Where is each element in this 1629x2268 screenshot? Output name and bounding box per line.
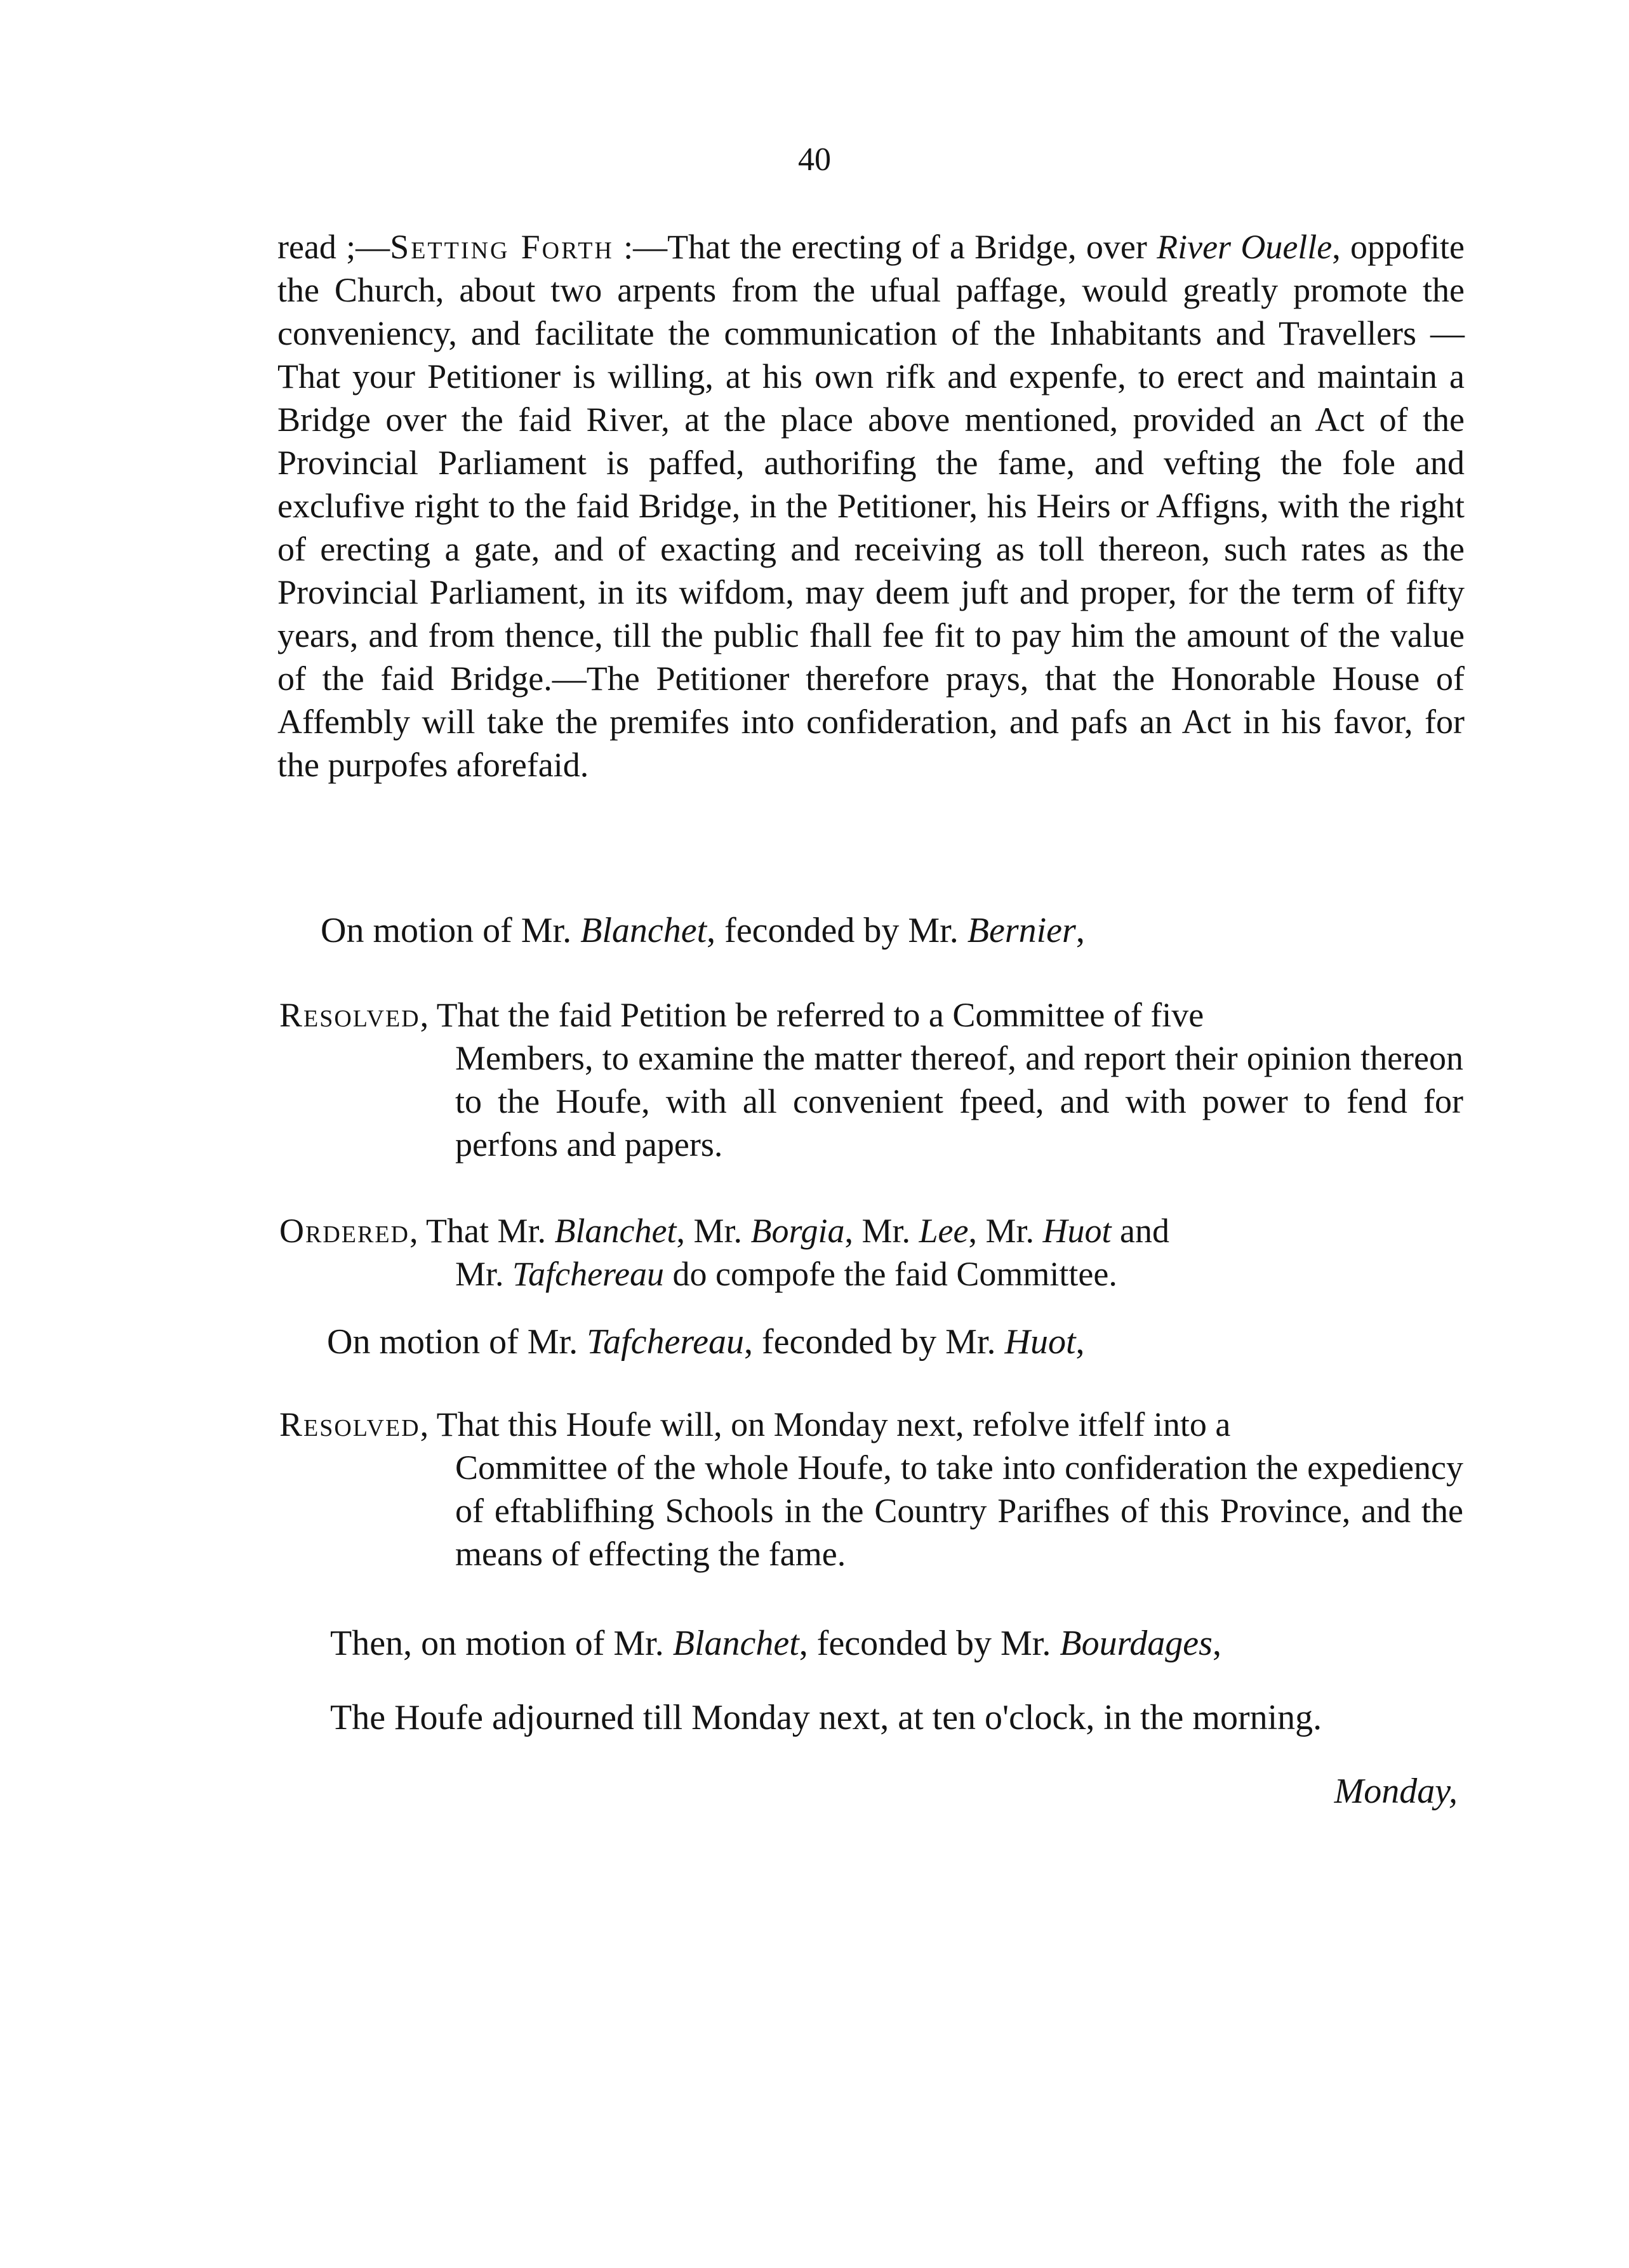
resolved-1-body: Members, to examine the matter thereof, and report their opinion thereon to the Houfe, with all convenient fpeed, and with power to fend for perfons and papers. [455,1039,1463,1164]
river-name: River Ouelle [1157,228,1333,266]
motion-1-middle: , feconded by Mr. [707,911,967,950]
resolved-1 [279,993,1463,1166]
motion-3-prefix: Then, on motion of Mr. [330,1624,673,1663]
motion-1-mover: Blanchet [580,911,707,950]
motion-1-prefix: On motion of Mr. [321,911,581,950]
motion-1-suffix: , [1075,911,1085,950]
resolved-2-label: Resolved [279,1405,420,1443]
motion-1-seconder: Bernier [967,911,1076,950]
resolved-1-first-line: , That the faid Petition be referred to a Committee of five [420,996,1204,1034]
motion-3-mover: Blanchet [672,1624,799,1663]
ordered [279,1209,1463,1296]
ordered-member-1: Blanchet [554,1212,677,1250]
ordered-text-3: , Mr. [844,1212,919,1250]
motion-3-middle: , feconded by Mr. [799,1624,1060,1663]
motion-2-prefix: On motion of Mr. [327,1322,587,1362]
motion-3-suffix: , [1212,1624,1221,1663]
ordered-text-7: do compofe the faid Committee. [664,1255,1117,1293]
page-number: 40 [798,142,831,178]
resolved-2 [279,1403,1463,1575]
ordered-member-5: Tafchereau [512,1255,665,1293]
resolved-1-label: Resolved [279,996,420,1034]
petition-text-2: , oppofite the Church, about two arpents from the ufual paffage, would greatly promote the conveniency, and facilitate the communication of the Inhabitants and Travellers —That your Petitioner is willing, at his own rifk and expenfe, to erect and maintain a Bridge over the faid River, at the place above mentioned, provided an Act of the Provincial Parliament is paffed, authorifing the fame, and vefting the fole and exclufive right to the faid Bridge, in the Petitioner, his Heirs or Affigns, with the right of erecting a gate, and of exacting and receiving as toll thereon, such rates as the Provincial Parliament, in its wifdom, may deem juft and proper, for the term of fifty years, and from thence, till the public fhall fee fit to pay him the amount of the value of the faid Bridge.—The Petitioner therefore prays, that the Honorable House of Affembly will take the premifes into confideration, and pafs an Act in his favor, for the purpofes aforefaid. [277,228,1465,784]
resolved-2-body: Committee of the whole Houfe, to take into confideration the expediency of eftablifhing Schools in the Country Parifhes of this Province, and the means of effecting the fame. [455,1449,1463,1573]
ordered-text-5: and [1111,1212,1169,1250]
adjournment: The Houfe adjourned till Monday next, at ten o'clock, in the morning. [330,1698,1322,1737]
ordered-member-2: Borgia [750,1212,845,1250]
ordered-text-4: , Mr. [968,1212,1043,1250]
ordered-body [279,1252,1463,1296]
motion-3-seconder: Bourdages [1060,1624,1213,1663]
ordered-label: Ordered [279,1212,409,1250]
ordered-member-3: Lee [919,1212,969,1250]
petition-text-1: :—That the erecting of a Bridge, over [613,228,1157,266]
motion-3 [330,1622,1221,1665]
ordered-text-6: Mr. [455,1255,513,1293]
motion-2-suffix: , [1075,1322,1085,1362]
motion-2-seconder: Huot [1004,1322,1076,1362]
motion-2-mover: Tafchereau [587,1322,744,1362]
ordered-member-4: Huot [1042,1212,1112,1250]
motion-1 [321,909,1085,952]
ordered-text-2: , Mr. [676,1212,751,1250]
setting-forth-heading: Setting Forth [390,228,614,266]
motion-2-middle: , feconded by Mr. [743,1322,1005,1362]
motion-2 [327,1320,1085,1363]
resolved-2-first-line: , That this Houfe will, on Monday next, refolve itfelf into a [420,1405,1231,1443]
catchword: Monday, [1334,1772,1458,1811]
petition-paragraph [277,225,1465,786]
petition-opening: read ;— [277,228,390,266]
ordered-text-1: , That Mr. [409,1212,555,1250]
